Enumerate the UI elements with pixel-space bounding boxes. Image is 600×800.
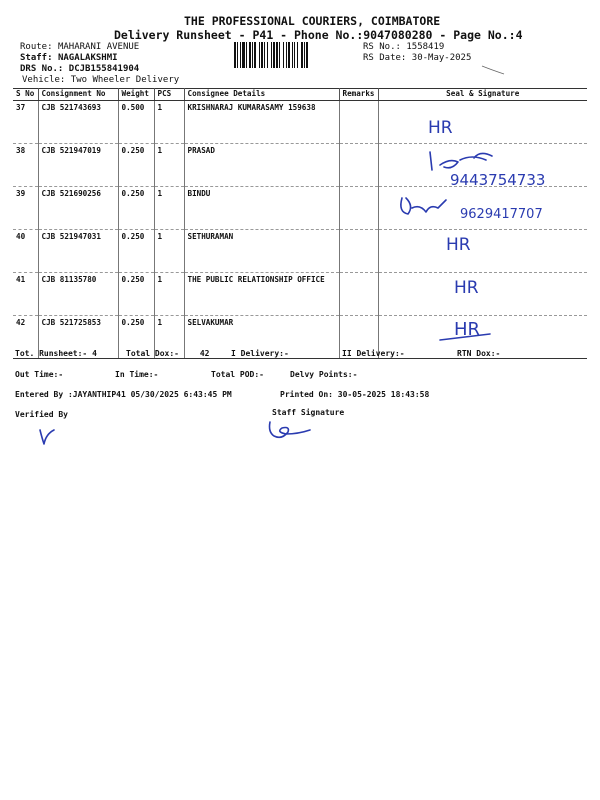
cell-pcs: 1	[154, 187, 184, 230]
cell-consignee: SETHURAMAN	[184, 230, 339, 273]
cell-pcs: 1	[154, 101, 184, 144]
total-dox	[126, 349, 209, 358]
entered-by: Entered By :JAYANTHIP41 05/30/2025 6:43:45 PM	[15, 390, 232, 399]
col-header-signature: Seal & Signature	[378, 89, 587, 101]
delvy-points: Delvy Points:-	[290, 370, 358, 379]
cell-consignment-no: CJB 521725853	[38, 316, 118, 359]
col-header-sno: S No	[13, 89, 38, 101]
cell-consignment-no: CJB 521947019	[38, 144, 118, 187]
col-header-weight: Weight	[118, 89, 154, 101]
signature-hr-row-37: HR	[428, 118, 453, 138]
cell-weight: 0.250	[118, 316, 154, 359]
cell-pcs: 1	[154, 316, 184, 359]
rs-no-label: RS No.:	[363, 42, 401, 52]
cell-consignee: SELVAKUMAR	[184, 316, 339, 359]
total-pod: Total POD:-	[211, 370, 264, 379]
phone-number-row-39: 9629417707	[460, 207, 543, 222]
rs-date-label: RS Date:	[363, 53, 407, 63]
totals-row	[15, 349, 97, 358]
verified-by-signature	[36, 424, 60, 446]
staff-signature-mark	[264, 418, 320, 444]
cell-weight: 0.250	[118, 144, 154, 187]
total-dox-value: 42	[199, 349, 210, 358]
signature-scribble-row-39	[401, 198, 446, 214]
total-runsheet: Tot. Runsheet:- 4	[15, 349, 97, 358]
col-header-pcs: PCS	[154, 89, 184, 101]
vehicle-label: Vehicle:	[22, 75, 66, 85]
ii-delivery: II Delivery:-	[342, 349, 405, 358]
drs-label: DRS No.:	[20, 64, 64, 74]
cell-weight: 0.500	[118, 101, 154, 144]
col-header-consignment: Consignment No	[38, 89, 118, 101]
staff-signature-label: Staff Signature	[272, 408, 345, 417]
i-delivery: I Delivery:-	[231, 349, 289, 358]
cell-weight: 0.250	[118, 230, 154, 273]
cell-consignment-no: CJB 521947031	[38, 230, 118, 273]
document-title: THE PROFESSIONAL COURIERS, COIMBATORE	[184, 14, 441, 28]
cell-pcs: 1	[154, 230, 184, 273]
cell-pcs: 1	[154, 144, 184, 187]
cell-consignee: THE PUBLIC RELATIONSHIP OFFICE	[184, 273, 339, 316]
cell-sno: 42	[13, 316, 38, 359]
route-label: Route:	[20, 42, 53, 52]
rtn-dox: RTN Dox:-	[457, 349, 501, 358]
signature-hr-row-41: HR	[454, 278, 479, 298]
cell-sno: 39	[13, 187, 38, 230]
staff-label: Staff:	[20, 53, 53, 63]
out-time: Out Time:-	[15, 370, 64, 379]
rs-no-value: 1558419	[406, 42, 445, 52]
cell-sno: 40	[13, 230, 38, 273]
in-time: In Time:-	[115, 370, 159, 379]
cell-consignment-no: CJB 521743693	[38, 101, 118, 144]
drs-value: DCJB155841904	[68, 64, 140, 74]
cell-consignee: PRASAD	[184, 144, 339, 187]
cell-sno: 41	[13, 273, 38, 316]
phone-number-row-38: 9443754733	[450, 171, 546, 189]
staff-value: NAGALAKSHMI	[57, 53, 118, 63]
cell-consignee: BINDU	[184, 187, 339, 230]
cell-consignment-no: CJB 81135780	[38, 273, 118, 316]
vehicle-value: Two Wheeler Delivery	[70, 75, 180, 85]
rs-date-value: 30-May-2025	[411, 53, 472, 63]
signature-scribble-row-38	[430, 152, 492, 170]
route-value: MAHARANI AVENUE	[57, 42, 140, 52]
verified-by-label: Verified By	[15, 410, 68, 419]
signature-hr-row-42: HR	[454, 319, 481, 340]
cell-weight: 0.250	[118, 273, 154, 316]
col-header-consignee: Consignee Details	[184, 89, 339, 101]
signature-hr-row-40: HR	[446, 235, 471, 255]
cell-sno: 38	[13, 144, 38, 187]
document-subtitle: Delivery Runsheet - P41 - Phone No.:9047080280 - Page No.:4	[114, 28, 523, 42]
cell-sno: 37	[13, 101, 38, 144]
cell-consignment-no: CJB 521690256	[38, 187, 118, 230]
cell-consignee: KRISHNARAJ KUMARASAMY 159638	[184, 101, 339, 144]
total-dox-label: Total Dox:-	[126, 349, 179, 358]
cell-pcs: 1	[154, 273, 184, 316]
col-header-remarks: Remarks	[339, 89, 378, 101]
cell-weight: 0.250	[118, 187, 154, 230]
printed-on: Printed On: 30-05-2025 18:43:58	[280, 390, 430, 399]
